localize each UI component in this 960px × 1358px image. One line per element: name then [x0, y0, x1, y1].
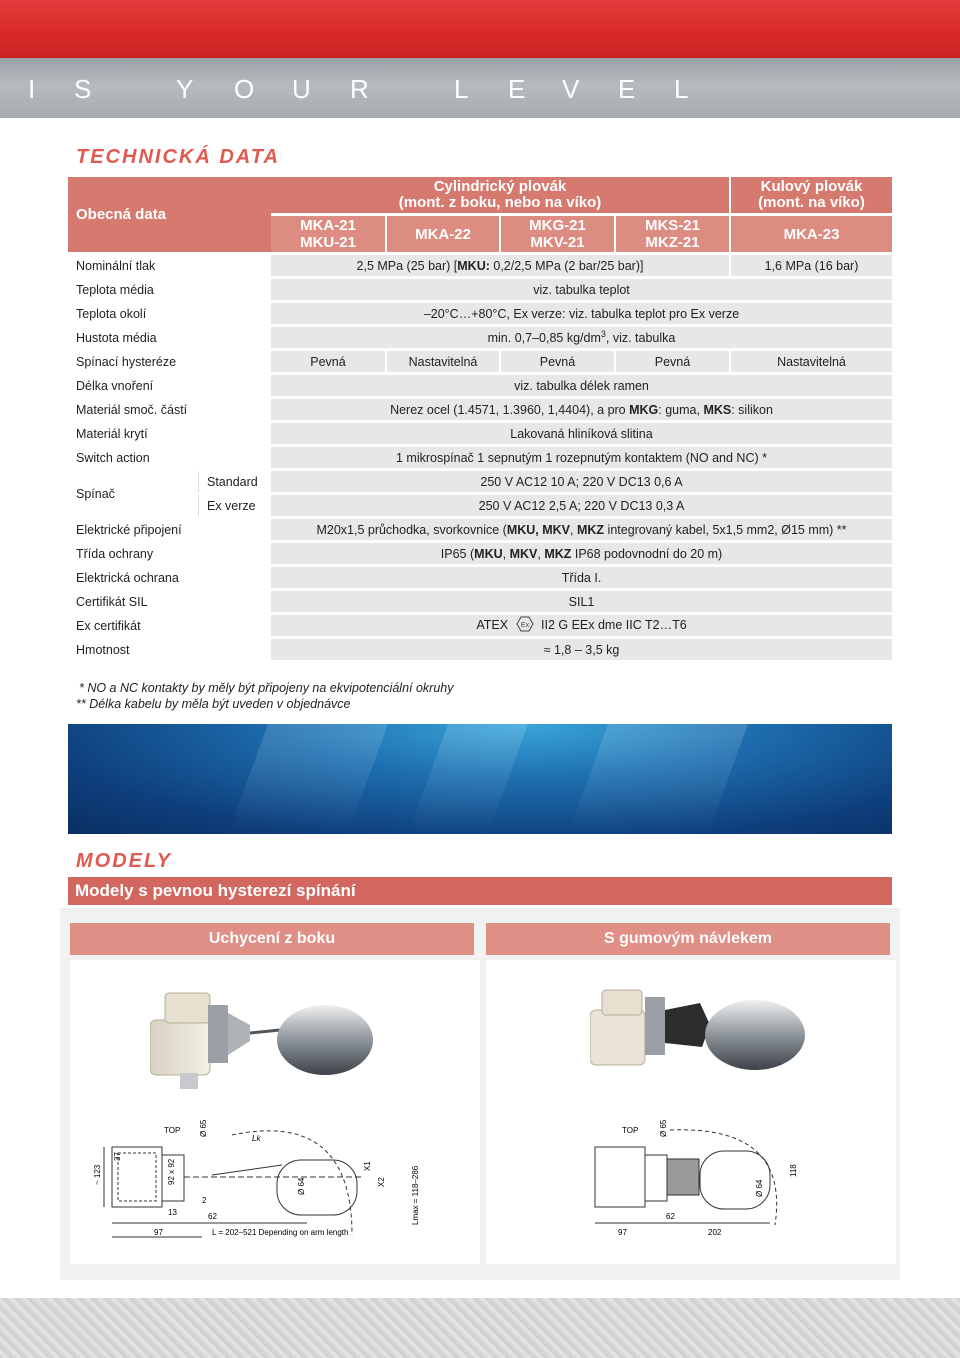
model-mka23: MKA-23: [729, 216, 892, 252]
slogan-letter: I: [28, 74, 38, 104]
svg-text:97: 97: [618, 1228, 627, 1237]
ball-float-header: Kulový plovák (mont. na víko): [729, 177, 892, 213]
svg-text:Ø 65: Ø 65: [199, 1119, 208, 1137]
row-protection-class: Třída ochrany IP65 (MKU, MKV, MKZ IP68 podovnodní do 20 m): [68, 543, 892, 564]
stone-texture-footer: [0, 1298, 960, 1358]
cylindrical-float-header: Cylindrický plovák (mont. z boku, nebo na víko): [271, 177, 729, 213]
svg-text:92 x 92: 92 x 92: [167, 1158, 176, 1185]
row-cover-material: Materiál krytí Lakovaná hliníková slitina: [68, 423, 892, 444]
row-switch-ex: Ex verze 250 V AC12 2,5 A; 220 V DC13 0,3 A: [68, 495, 892, 516]
svg-text:X2: X2: [377, 1177, 386, 1187]
slogan-letter: E: [618, 74, 638, 104]
side-mount-float-photo: [150, 985, 390, 1095]
svg-text:97: 97: [154, 1228, 163, 1237]
svg-text:Ex: Ex: [520, 622, 529, 629]
svg-text:Lmax = 118–286: Lmax = 118–286: [411, 1165, 420, 1225]
svg-text:2: 2: [202, 1196, 207, 1205]
svg-text:~ 123: ~ 123: [93, 1164, 102, 1185]
water-image: [68, 724, 892, 834]
row-weight: Hmotnost ≈ 1,8 – 3,5 kg: [68, 639, 892, 660]
row-ambient-temp: Teplota okolí –20°C…+80°C, Ex verze: viz. tabulka teplot pro Ex verze: [68, 303, 892, 324]
svg-text:Ø 64: Ø 64: [297, 1177, 306, 1195]
model-mkg21-mkv21: MKG-21 MKV-21: [499, 216, 614, 252]
slogan-banner: [0, 58, 960, 118]
svg-text:Ø 64: Ø 64: [755, 1179, 764, 1197]
side-mount-dimension-drawing: [92, 1115, 437, 1245]
model-mks21-mkz21: MKS-21 MKZ-21: [614, 216, 729, 252]
svg-text:37: 37: [113, 1152, 122, 1161]
svg-text:62: 62: [666, 1212, 675, 1221]
rubber-sleeve-dimension-drawing: [590, 1115, 810, 1245]
row-ex-certificate: Ex certifikát ATEX Ex II2 G EEx dme IIC T2…T6: [68, 615, 892, 636]
nominal-cyl-value: 2,5 MPa (25 bar) [MKU: 0,2/2,5 MPa (2 bar/25 bar)]: [271, 255, 729, 276]
svg-text:TOP: TOP: [622, 1126, 639, 1135]
slogan-letter: E: [508, 74, 528, 104]
row-nominal-pressure: Nominální tlak 2,5 MPa (25 bar) [MKU: 0,2/2,5 MPa (2 bar/25 bar)] 1,6 MPa (16 bar): [68, 255, 892, 276]
top-red-banner: [0, 0, 960, 58]
slogan-letter: R: [350, 74, 371, 104]
ex-hexagon-icon: [516, 616, 534, 635]
slogan-letter: S: [74, 74, 94, 104]
row-electrical-protection: Elektrická ochrana Třída I.: [68, 567, 892, 588]
svg-text:62: 62: [208, 1212, 217, 1221]
general-data-header: Obecná data: [68, 177, 271, 252]
row-sil-certificate: Certifikát SIL SIL1: [68, 591, 892, 612]
models-title: MODELY: [76, 850, 173, 872]
model-mka22: MKA-22: [385, 216, 499, 252]
svg-text:L = 202–521 Depending on arm l: L = 202–521 Depending on arm length: [212, 1228, 349, 1237]
slogan-letter: O: [234, 74, 257, 104]
nominal-ball-value: 1,6 MPa (16 bar): [729, 255, 892, 276]
slogan-letter: U: [292, 74, 313, 104]
row-switch-standard: Spínač Standard 250 V AC12 10 A; 220 V DC13 0,6 A: [68, 471, 892, 492]
svg-text:202: 202: [708, 1228, 722, 1237]
svg-text:Lk: Lk: [252, 1134, 261, 1143]
row-density: Hustota média min. 0,7–0,85 $kg/dm^3$, viz. tabulka: [68, 327, 892, 348]
rubber-sleeve-float-photo: [590, 985, 820, 1095]
row-switch-action: Switch action 1 mikrospínač 1 sepnutým 1 rozepnutým kontaktem (NO and NC) *: [68, 447, 892, 468]
model-mka21-mku21: MKA-21 MKU-21: [271, 216, 385, 252]
svg-text:Ø 65: Ø 65: [659, 1119, 668, 1137]
svg-text:TOP: TOP: [164, 1126, 181, 1135]
row-electrical-connection: Elektrické připojení M20x1,5 průchodka, svorkovnice (MKU, MKV, MKZ integrovaný kabel, 5x1,5 mm2, Ø15 mm) **: [68, 519, 892, 540]
slogan-letter: V: [562, 74, 582, 104]
rubber-sleeve-header: S gumovým návlekem: [486, 923, 890, 955]
row-insertion-length: Délka vnoření viz. tabulka délek ramen: [68, 375, 892, 396]
technical-data-title: TECHNICKÁ DATA: [76, 146, 280, 168]
row-hysteresis: Spínací hysteréze Pevná Nastavitelná Pevná Pevná Nastavitelná: [68, 351, 892, 372]
svg-text:118: 118: [789, 1164, 798, 1177]
svg-text:X1: X1: [363, 1161, 372, 1171]
models-subtitle: Modely s pevnou hysterezí spínání: [68, 877, 892, 905]
row-medium-temp: Teplota média viz. tabulka teplot: [68, 279, 892, 300]
footnotes: [76, 680, 453, 712]
footnote-2: ** Délka kabelu by měla být uveden v objednávce: [76, 697, 351, 711]
footnote-1: * NO a NC kontakty by měly být připojeny na ekvipotenciální okruhy: [79, 681, 454, 695]
svg-text:13: 13: [168, 1208, 177, 1217]
technical-data-table: [68, 174, 892, 663]
slogan-letter: L: [674, 74, 691, 104]
side-mount-header: Uchycení z boku: [70, 923, 474, 955]
slogan-letter: L: [454, 74, 471, 104]
slogan-letter: Y: [176, 74, 196, 104]
row-wetted-material: Materiál smoč. částí Nerez ocel (1.4571, 1.3960, 1,4404), a pro MKG: guma, MKS: silikon: [68, 399, 892, 420]
